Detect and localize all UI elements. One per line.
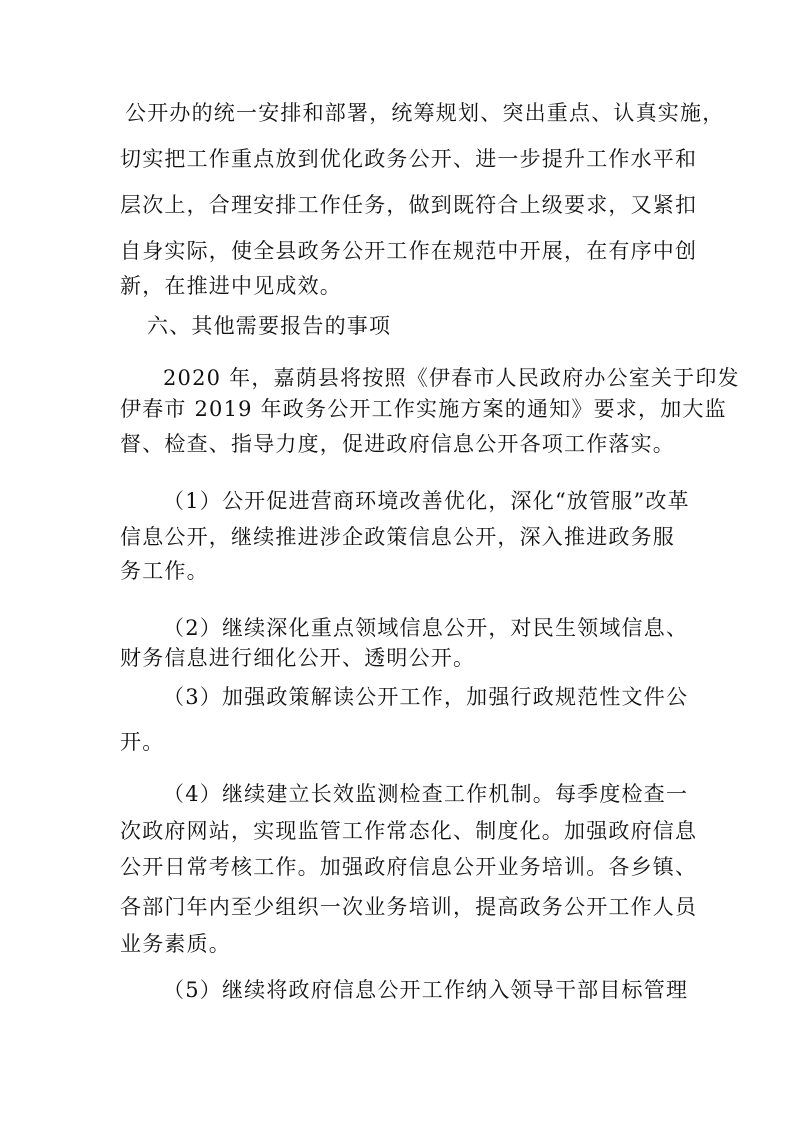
- body-text-line: 财务信息进行细化公开、透明公开。: [120, 646, 476, 670]
- body-text-line: 务工作。: [120, 559, 209, 583]
- body-text-line: 开。: [120, 730, 165, 754]
- body-text-line: 次政府网站，实现监管工作常态化、制度化。加强政府信息: [120, 819, 698, 843]
- list-item-1: （1）公开促进营商环境改善优化，深化“放管服”改革: [163, 489, 690, 513]
- body-text-line: 公开办的统一安排和部署，统筹规划、突出重点、认真实施，: [125, 101, 725, 125]
- body-text-line: 督、检查、指导力度，促进政府信息公开各项工作落实。: [120, 432, 675, 456]
- section-heading: 六、其他需要报告的事项: [147, 314, 392, 338]
- list-item-4: （4）继续建立长效监测检查工作机制。每季度检查一: [163, 782, 689, 806]
- body-text-line: 新，在推进中见成效。: [120, 274, 342, 298]
- body-text-line: 层次上，合理安排工作任务，做到既符合上级要求，又紧扣: [120, 193, 698, 217]
- body-text-line: 信息公开，继续推进涉企政策信息公开，深入推进政务服: [120, 525, 675, 549]
- body-text-line: 各部门年内至少组织一次业务培训，提高政务公开工作人员: [120, 895, 698, 919]
- list-item-5: （5）继续将政府信息公开工作纳入领导干部目标管理: [163, 978, 689, 1002]
- body-text-line: 业务素质。: [120, 932, 231, 956]
- body-text-line: 2020 年，嘉荫县将按照《伊春市人民政府办公室关于印发: [163, 366, 740, 390]
- body-text-line: 伊春市 2019 年政务公开工作实施方案的通知》要求，加大监: [120, 397, 727, 421]
- list-item-2: （2）继续深化重点领域信息公开，对民生领域信息、: [163, 616, 689, 640]
- body-text-line: 切实把工作重点放到优化政务公开、进一步提升工作水平和: [120, 147, 698, 171]
- list-item-3: （3）加强政策解读公开工作，加强行政规范性文件公: [163, 685, 689, 709]
- body-text-line: 自身实际，使全县政务公开工作在规范中开展，在有序中创: [120, 239, 698, 263]
- body-text-line: 公开日常考核工作。加强政府信息公开业务培训。各乡镇、: [120, 855, 698, 879]
